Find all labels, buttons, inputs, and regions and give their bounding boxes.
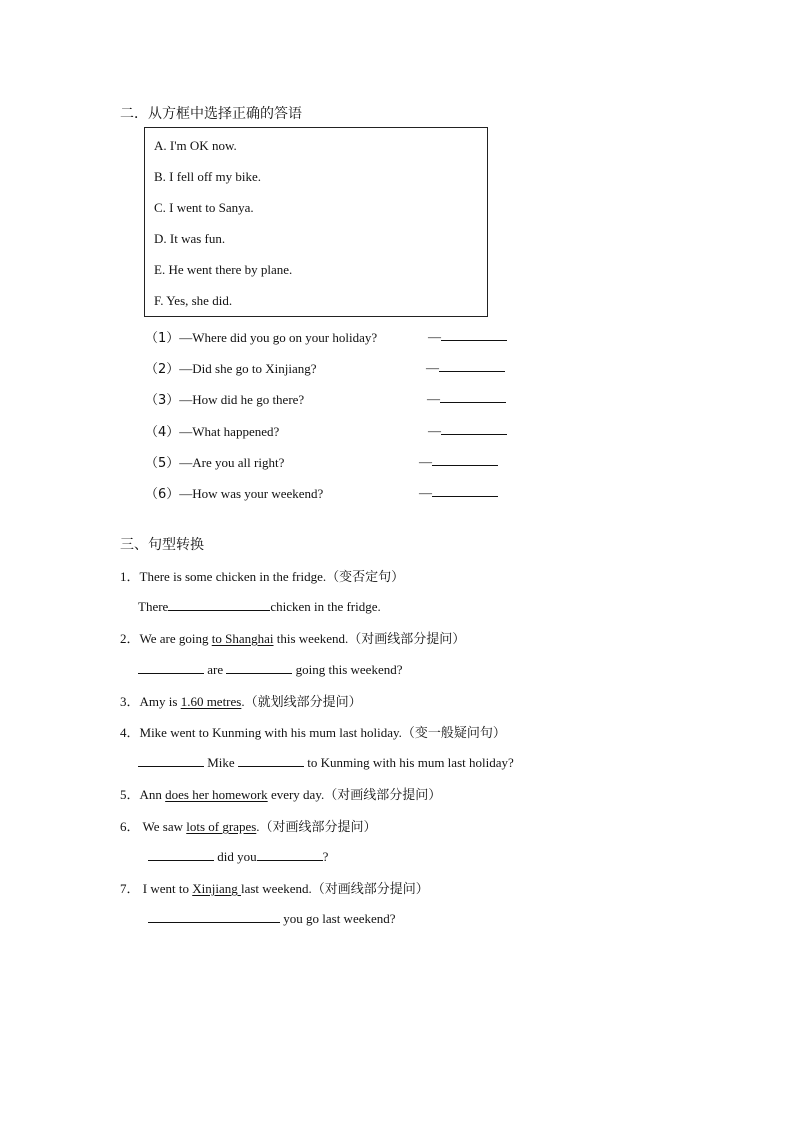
item-6-answer: did you ? bbox=[148, 847, 328, 865]
answer-slot-4[interactable]: — bbox=[428, 421, 507, 439]
question-5: （5）—Are you all right? bbox=[145, 455, 285, 471]
item-4-answer: Mike to Kunming with his mum last holiday? bbox=[138, 753, 514, 771]
answer-blank[interactable] bbox=[441, 327, 507, 341]
question-2: （2）—Did she go to Xinjiang? bbox=[145, 361, 317, 377]
answer-slot-2[interactable]: — bbox=[426, 358, 505, 376]
item-2-answer: are going this weekend? bbox=[138, 660, 403, 678]
option-a: A. I'm OK now. bbox=[154, 138, 237, 153]
answer-blank[interactable] bbox=[432, 483, 498, 497]
underlined-phrase: lots of grapes bbox=[186, 819, 257, 834]
item-2: 2．We are going to Shanghai this weekend.（对画线部分提问） bbox=[120, 631, 466, 647]
answer-blank[interactable] bbox=[138, 660, 204, 674]
options-box bbox=[144, 127, 488, 317]
answer-blank[interactable] bbox=[432, 452, 498, 466]
question-4: （4）—What happened? bbox=[145, 424, 280, 440]
answer-blank[interactable] bbox=[440, 389, 506, 403]
answer-blank[interactable] bbox=[148, 909, 280, 923]
section-2-title: 二．从方框中选择正确的答语 bbox=[120, 106, 302, 122]
item-7-answer: you go last weekend? bbox=[148, 909, 396, 927]
answer-blank[interactable] bbox=[257, 847, 323, 861]
answer-slot-3[interactable]: — bbox=[427, 389, 506, 407]
option-d: D. It was fun. bbox=[154, 231, 226, 246]
answer-blank[interactable] bbox=[138, 753, 204, 767]
item-7: 7． I went to Xinjiang last weekend.（对画线部分提问） bbox=[120, 881, 429, 897]
answer-slot-5[interactable]: — bbox=[419, 452, 498, 470]
underlined-phrase: does her homework bbox=[165, 787, 268, 802]
question-1: （1）—Where did you go on your holiday? bbox=[145, 330, 378, 346]
answer-blank[interactable] bbox=[168, 597, 270, 611]
question-3: （3）—How did he go there? bbox=[145, 392, 305, 408]
question-6: （6）—How was your weekend? bbox=[145, 486, 324, 502]
option-b: B. I fell off my bike. bbox=[154, 169, 261, 184]
item-5: 5．Ann does her homework every day.（对画线部分提问） bbox=[120, 787, 442, 803]
underlined-phrase: to Shanghai bbox=[211, 631, 274, 646]
item-1: 1．There is some chicken in the fridge.（变否定句） bbox=[120, 569, 405, 585]
option-f: F. Yes, she did. bbox=[154, 293, 233, 308]
option-c: C. I went to Sanya. bbox=[154, 200, 254, 215]
item-1-answer: There chicken in the fridge. bbox=[138, 599, 381, 614]
item-3: 3．Amy is 1.60 metres.（就划线部分提问） bbox=[120, 694, 362, 710]
answer-blank[interactable] bbox=[441, 421, 507, 435]
answer-blank[interactable] bbox=[226, 660, 292, 674]
answer-slot-6[interactable]: — bbox=[419, 483, 498, 501]
underlined-phrase: 1.60 metres bbox=[180, 694, 242, 709]
underlined-phrase: Xinjiang bbox=[192, 881, 241, 896]
option-e: E. He went there by plane. bbox=[154, 262, 293, 277]
item-4: 4．Mike went to Kunming with his mum last holiday.（变一般疑问句） bbox=[120, 725, 506, 741]
section-3-title: 三、句型转换 bbox=[120, 537, 204, 553]
answer-slot-1[interactable]: — bbox=[428, 327, 507, 345]
answer-blank[interactable] bbox=[439, 358, 505, 372]
item-6: 6． We saw lots of grapes.（对画线部分提问） bbox=[120, 819, 377, 835]
answer-blank[interactable] bbox=[238, 753, 304, 767]
answer-blank[interactable] bbox=[148, 847, 214, 861]
